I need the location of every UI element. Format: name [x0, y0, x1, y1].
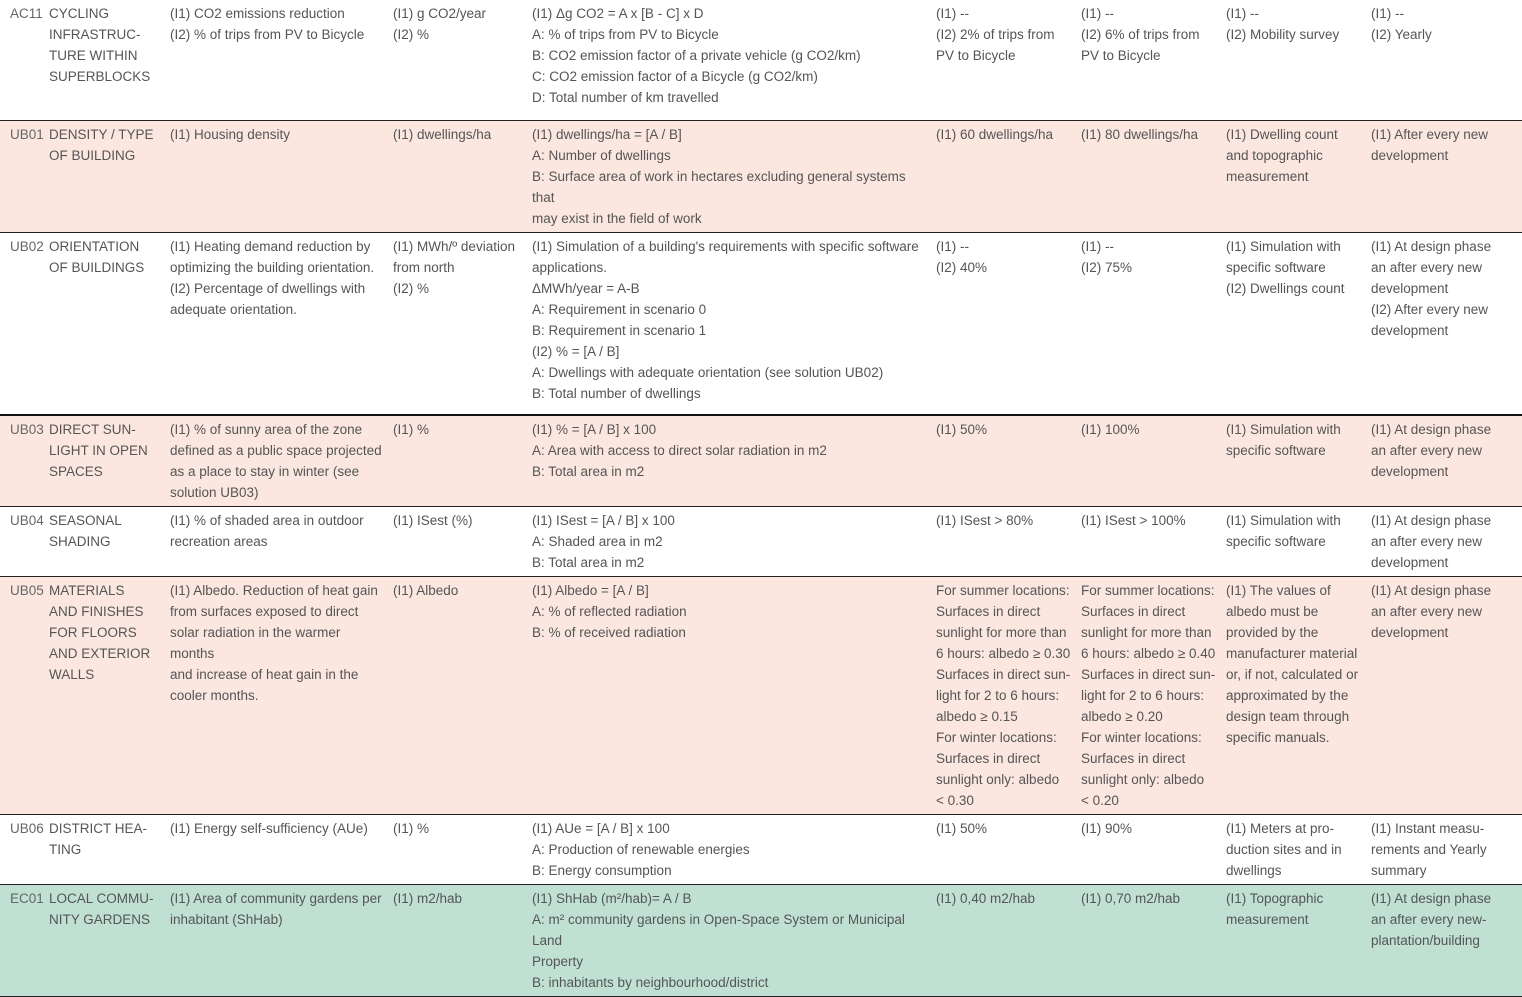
method-cell: (I1) The values of albedo must be provided by the manufacturer material or, if not, calculated or approximated by the design team through specific manuals.	[1226, 583, 1359, 745]
frequency-cell: (I1) At design phase an after every new- plantation/building	[1371, 891, 1492, 948]
unit-cell: (I1) %	[393, 821, 430, 836]
indicator-cell: (I1) Housing density	[170, 126, 291, 142]
method-cell: (I1) Dwelling count and topographic measurement	[1226, 126, 1338, 184]
frequency-cell: (I1) At design phase an after every new development	[1371, 422, 1492, 479]
frequency-cell: (I1) -- (I2) Yearly	[1371, 6, 1432, 42]
unit-cell: (I1) %	[393, 422, 430, 437]
frequency-cell: (I1) At design phase an after every new development (I2) After every new development	[1371, 238, 1492, 338]
formula-cell: (I1) Albedo = [A / B] A: % of reflected radiation B: % of received radiation	[532, 583, 687, 640]
unit-cell: (I1) Albedo	[393, 583, 459, 598]
formula-cell: (I1) ShHab (m²/hab)= A / B A: m² community gardens in Open-Space System or Municipal Land Property B: inhabitants by neighbourhood/district	[532, 891, 905, 990]
table-row	[0, 815, 1522, 885]
table-row	[0, 507, 1522, 577]
table-row	[0, 120, 1522, 232]
minimum-value-cell: (I1) 0,40 m2/hab	[936, 891, 1036, 906]
frequency-cell: (I1) Instant measu- rements and Yearly summary	[1371, 821, 1487, 878]
minimum-value-cell: (I1) -- (I2) 40%	[936, 238, 988, 275]
solution-name: MATERIALS AND FINISHES FOR FLOORS AND EXTERIOR WALLS	[49, 583, 151, 682]
table-row	[0, 415, 1522, 507]
minimum-value-cell: (I1) -- (I2) 2% of trips from PV to Bicycle	[936, 6, 1055, 63]
unit-cell: (I1) g CO2/year (I2) %	[393, 6, 487, 42]
table-row	[0, 885, 1522, 997]
method-cell: (I1) Simulation with specific software	[1226, 422, 1341, 458]
minimum-value-cell: (I1) 60 dwellings/ha	[936, 126, 1054, 142]
indicator-cell: (I1) Albedo. Reduction of heat gain from surfaces exposed to direct solar radiation in the warmer months and increase of heat gain in the cooler months.	[170, 583, 378, 703]
indicator-cell: (I1) % of sunny area of the zone defined as a public space projected as a place to stay in winter (see solution UB03)	[170, 422, 382, 500]
solution-name: DIRECT SUN- LIGHT IN OPEN SPACES	[49, 422, 148, 479]
formula-cell: (I1) ISest = [A / B] x 100 A: Shaded area in m2 B: Total area in m2	[532, 513, 675, 570]
solution-name: ORIENTATION OF BUILDINGS	[49, 238, 145, 275]
formula-cell: (I1) Simulation of a building's requirements with specific software applications. ΔMWh/year = A-B A: Requirement in scenario 0 B: Requirement in scenario 1 (I2) % = [A / B] A: Dwellings with adequate orientation (see solution UB02) B: Total number of dwellings	[532, 238, 919, 401]
desirable-value-cell: (I1) -- (I2) 75%	[1081, 238, 1133, 275]
unit-cell: (I1) ISest (%)	[393, 513, 473, 528]
unit-cell: (I1) m2/hab	[393, 891, 463, 906]
solution-code: UB02	[10, 238, 44, 254]
desirable-value-cell: For summer locations: Surfaces in direct sunlight for more than 6 hours: albedo ≥ 0.40 Surfaces in direct sun- light for 2 to 6 hours: albedo ≥ 0.20 For winter locations: Surfaces in direct sunlight only: albedo < 0.20	[1081, 583, 1216, 808]
solution-name: LOCAL COMMU- NITY GARDENS	[49, 891, 154, 927]
solution-code: UB05	[10, 583, 44, 598]
minimum-value-cell: (I1) 50%	[936, 422, 988, 437]
solution-name: SEASONAL SHADING	[49, 513, 122, 549]
frequency-cell: (I1) At design phase an after every new development	[1371, 583, 1492, 640]
minimum-value-cell: (I1) ISest > 80%	[936, 513, 1034, 528]
solution-code: UB03	[10, 422, 44, 437]
solution-name: DENSITY / TYPE OF BUILDING	[49, 126, 154, 163]
desirable-value-cell: (I1) 80 dwellings/ha	[1081, 126, 1199, 142]
desirable-value-cell: (I1) 90%	[1081, 821, 1133, 836]
solution-name: CYCLING INFRASTRUC- TURE WITHIN SUPERBLOCKS	[49, 6, 151, 84]
table-row	[0, 0, 1522, 120]
solution-code: EC01	[10, 891, 44, 906]
desirable-value-cell: (I1) 0,70 m2/hab	[1081, 891, 1181, 906]
solution-code: UB04	[10, 513, 44, 528]
minimum-value-cell: (I1) 50%	[936, 821, 988, 836]
solution-code: UB01	[10, 126, 44, 142]
desirable-value-cell: (I1) ISest > 100%	[1081, 513, 1186, 528]
method-cell: (I1) Meters at pro- duction sites and in dwellings	[1226, 821, 1342, 878]
unit-cell: (I1) dwellings/ha	[393, 126, 492, 142]
desirable-value-cell: (I1) 100%	[1081, 422, 1140, 437]
solution-name: DISTRICT HEA- TING	[49, 821, 148, 857]
table-row	[0, 232, 1522, 415]
frequency-cell: (I1) After every new development	[1371, 126, 1489, 163]
formula-cell: (I1) dwellings/ha = [A / B] A: Number of dwellings B: Surface area of work in hectares excluding general systems that may exist in the field of work	[532, 126, 906, 226]
indicator-cell: (I1) % of shaded area in outdoor recreation areas	[170, 513, 364, 549]
indicator-cell: (I1) CO2 emissions reduction (I2) % of trips from PV to Bicycle	[170, 6, 365, 42]
method-cell: (I1) Simulation with specific software (I2) Dwellings count	[1226, 238, 1345, 296]
desirable-value-cell: (I1) -- (I2) 6% of trips from PV to Bicycle	[1081, 6, 1200, 63]
frequency-cell: (I1) At design phase an after every new development	[1371, 513, 1492, 570]
unit-cell: (I1) MWh/º deviation from north (I2) %	[393, 238, 515, 296]
formula-cell: (I1) Δg CO2 = A x [B - C] x D A: % of trips from PV to Bicycle B: CO2 emission factor of a private vehicle (g CO2/km) C: CO2 emission factor of a Bicycle (g CO2/km) D: Total number of km travelled	[532, 6, 861, 105]
indicator-cell: (I1) Area of community gardens per inhabitant (ShHab)	[170, 891, 382, 927]
solution-code: AC11	[10, 6, 43, 21]
method-cell: (I1) -- (I2) Mobility survey	[1226, 6, 1340, 42]
minimum-value-cell: For summer locations: Surfaces in direct sunlight for more than 6 hours: albedo ≥ 0.30 Surfaces in direct sun- light for 2 to 6 hours: albedo ≥ 0.15 For winter locations: Surfaces in direct sunlight only: albedo < 0.30	[936, 583, 1071, 808]
method-cell: (I1) Simulation with specific software	[1226, 513, 1341, 549]
method-cell: (I1) Topographic measurement	[1226, 891, 1324, 927]
indicator-cell: (I1) Energy self-sufficiency (AUe)	[170, 821, 368, 836]
formula-cell: (I1) AUe = [A / B] x 100 A: Production of renewable energies B: Energy consumption	[532, 821, 750, 878]
solution-code: UB06	[10, 821, 44, 836]
formula-cell: (I1) % = [A / B] x 100 A: Area with access to direct solar radiation in m2 B: Total area in m2	[532, 422, 827, 479]
indicator-cell: (I1) Heating demand reduction by optimizing the building orientation. (I2) Percentage of dwellings with adequate orientation.	[170, 238, 375, 317]
table-row	[0, 577, 1522, 815]
